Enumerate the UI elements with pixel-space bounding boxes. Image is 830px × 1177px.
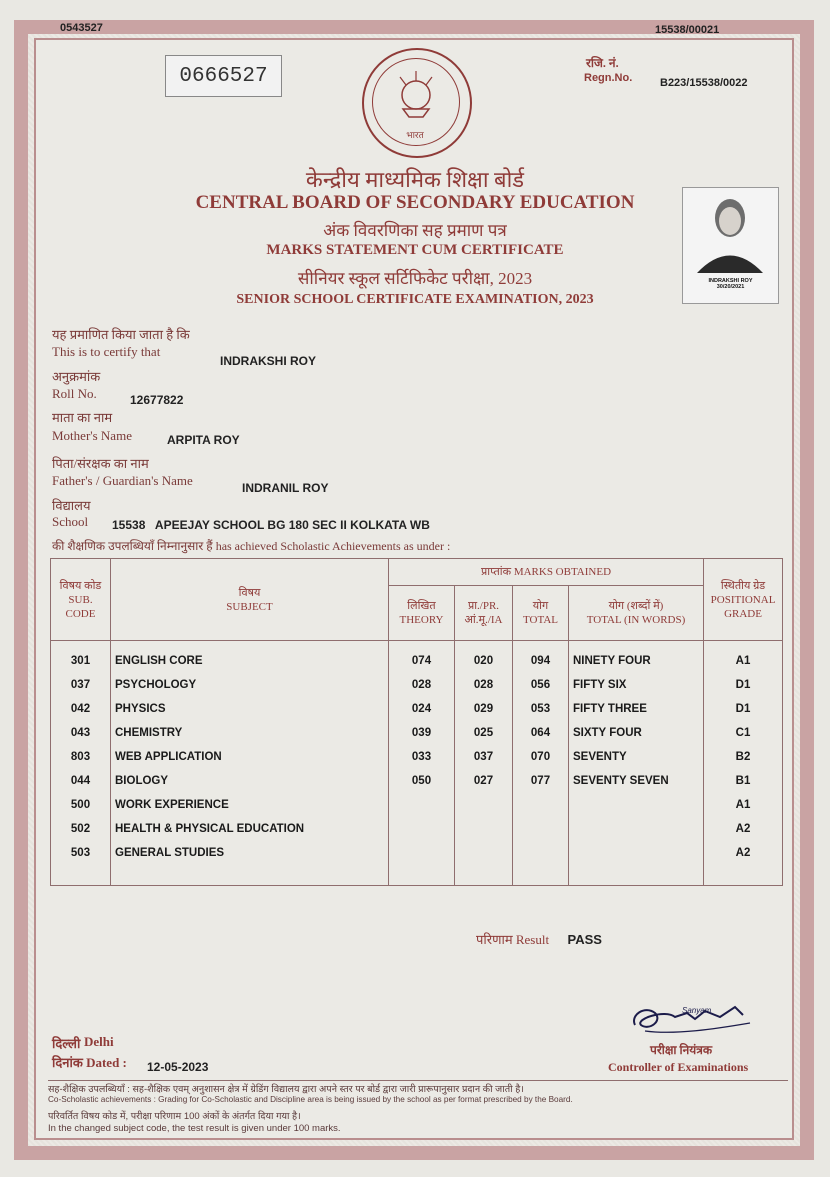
footer-divider bbox=[48, 1080, 788, 1081]
mother-label-hindi: माता का नाम bbox=[52, 410, 113, 425]
school-name: 15538 APEEJAY SCHOOL BG 180 SEC II KOLKATA WB bbox=[112, 518, 430, 532]
col-total-header-en: TOTAL bbox=[523, 614, 558, 626]
regn-label-hindi: रजि. नं. bbox=[586, 56, 619, 70]
marks-table bbox=[50, 558, 783, 886]
cell-code: 500 bbox=[51, 793, 111, 817]
cell-total bbox=[513, 817, 569, 841]
col-pr-header-top: प्रा./PR. bbox=[467, 600, 500, 612]
cell-theory: 028 bbox=[389, 673, 455, 697]
certify-label: This is to certify that bbox=[52, 344, 161, 359]
student-photo bbox=[682, 187, 779, 304]
cell-grade: B1 bbox=[704, 769, 783, 793]
board-name-hindi: केन्द्रीय माध्यमिक शिक्षा बोर्ड bbox=[305, 167, 525, 192]
col-words-header-hindi: योग (शब्दों में) bbox=[608, 600, 664, 612]
cell-words bbox=[569, 841, 704, 865]
cell-code: 037 bbox=[51, 673, 111, 697]
father-name: INDRANIL ROY bbox=[242, 481, 329, 495]
photo-name: INDRAKSHI ROY bbox=[708, 278, 753, 284]
cell-code: 502 bbox=[51, 817, 111, 841]
cell-pr: 028 bbox=[455, 673, 513, 697]
col-grade-header-en: POSITIONAL GRADE bbox=[710, 593, 776, 620]
cell-words: SEVENTY bbox=[569, 745, 704, 769]
cell-words: SIXTY FOUR bbox=[569, 721, 704, 745]
cell-subject: CHEMISTRY bbox=[111, 721, 389, 745]
father-label: Father's / Guardian's Name bbox=[52, 473, 193, 488]
result-line bbox=[476, 930, 602, 949]
regn-number: B223/15538/0022 bbox=[660, 77, 748, 89]
table-header-row-1 bbox=[51, 559, 783, 586]
top-left-number: 0543527 bbox=[60, 22, 103, 34]
result-value: PASS bbox=[567, 932, 602, 947]
mother-name: ARPITA ROY bbox=[167, 433, 240, 447]
controller-hindi: परीक्षा नियंत्रक bbox=[650, 1043, 713, 1057]
cell-grade: C1 bbox=[704, 721, 783, 745]
cell-pr bbox=[455, 793, 513, 817]
board-name: CENTRAL BOARD OF SECONDARY EDUCATION bbox=[195, 192, 635, 213]
certificate-number-box: 0666527 bbox=[165, 55, 282, 97]
certify-label-hindi: यह प्रमाणित किया जाता है कि bbox=[52, 327, 190, 342]
document-title: MARKS STATEMENT CUM CERTIFICATE bbox=[266, 242, 564, 258]
col-total-header bbox=[513, 586, 569, 641]
col-words-header-en: TOTAL (IN WORDS) bbox=[586, 614, 686, 626]
cell-grade: D1 bbox=[704, 673, 783, 697]
achievements-label: has achieved Scholastic Achievements as under : bbox=[215, 539, 451, 553]
place: Delhi bbox=[84, 1034, 114, 1049]
col-total-header-hindi: योग bbox=[532, 600, 549, 612]
col-theory-header bbox=[389, 586, 455, 641]
col-code-header-en: SUB. CODE bbox=[65, 593, 96, 620]
roll-number: 12677822 bbox=[130, 393, 184, 407]
col-code-header bbox=[51, 559, 111, 641]
footnote-2: Co-Scholastic achievements : Grading for Co-Scholastic and Discipline area is being issued by the school as per format prescribed by the Board. bbox=[48, 1095, 573, 1104]
cell-subject: PSYCHOLOGY bbox=[111, 673, 389, 697]
cell-words bbox=[569, 817, 704, 841]
document-title-hindi: अंक विवरणिका सह प्रमाण पत्र bbox=[323, 221, 507, 240]
cell-total: 053 bbox=[513, 697, 569, 721]
cell-theory: 050 bbox=[389, 769, 455, 793]
table-row bbox=[51, 641, 783, 674]
signature-text: Sanyam bbox=[682, 1006, 712, 1015]
controller-title: Controller of Examinations bbox=[608, 1060, 749, 1074]
col-subject-header-hindi: विषय bbox=[238, 586, 261, 599]
cell-subject: ENGLISH CORE bbox=[111, 641, 389, 674]
roll-label: Roll No. bbox=[52, 386, 97, 401]
table-row bbox=[51, 793, 783, 817]
cell-theory: 039 bbox=[389, 721, 455, 745]
cell-theory: 033 bbox=[389, 745, 455, 769]
cell-grade: A1 bbox=[704, 641, 783, 674]
table-row bbox=[51, 817, 783, 841]
cell-code: 301 bbox=[51, 641, 111, 674]
school-label-hindi: विद्यालय bbox=[52, 498, 91, 513]
cell-code: 503 bbox=[51, 841, 111, 865]
cell-subject: WORK EXPERIENCE bbox=[111, 793, 389, 817]
cell-total: 064 bbox=[513, 721, 569, 745]
cell-grade: A1 bbox=[704, 793, 783, 817]
top-right-number: 15538/00021 bbox=[655, 24, 720, 36]
cell-grade: A2 bbox=[704, 817, 783, 841]
col-subject-header bbox=[111, 559, 389, 641]
empty-cell bbox=[389, 865, 455, 886]
col-theory-header-hindi: लिखित bbox=[407, 600, 436, 612]
cell-subject: HEALTH & PHYSICAL EDUCATION bbox=[111, 817, 389, 841]
cell-words: NINETY FOUR bbox=[569, 641, 704, 674]
student-portrait-icon bbox=[683, 188, 778, 273]
place-hindi: दिल्ली bbox=[52, 1036, 81, 1051]
photo-date: 30/20/2021 bbox=[716, 284, 745, 290]
cell-theory bbox=[389, 793, 455, 817]
empty-cell bbox=[513, 865, 569, 886]
cell-subject: WEB APPLICATION bbox=[111, 745, 389, 769]
marks-table-body bbox=[51, 641, 783, 886]
cell-pr: 037 bbox=[455, 745, 513, 769]
col-pr-header-bottom: आं.मू./IA bbox=[464, 614, 503, 626]
cell-pr bbox=[455, 841, 513, 865]
table-row bbox=[51, 841, 783, 865]
cell-total: 094 bbox=[513, 641, 569, 674]
cell-words: FIFTY SIX bbox=[569, 673, 704, 697]
cell-theory bbox=[389, 817, 455, 841]
cell-pr bbox=[455, 817, 513, 841]
issue-date: 12-05-2023 bbox=[147, 1060, 209, 1074]
col-words-header bbox=[569, 586, 704, 641]
exam-title-hindi: सीनियर स्कूल सर्टिफिकेट परीक्षा, 2023 bbox=[297, 269, 533, 288]
cell-theory: 074 bbox=[389, 641, 455, 674]
cell-pr: 020 bbox=[455, 641, 513, 674]
col-subject-header-en: SUBJECT bbox=[226, 600, 273, 613]
col-code-header-hindi: विषय कोड bbox=[59, 579, 102, 592]
cell-theory: 024 bbox=[389, 697, 455, 721]
achievements-label-hindi: की शैक्षणिक उपलब्धियाँ निम्नानुसार हैं bbox=[52, 539, 213, 553]
logo-caption: भारत bbox=[406, 130, 424, 140]
cell-total bbox=[513, 793, 569, 817]
cell-subject: GENERAL STUDIES bbox=[111, 841, 389, 865]
cell-code: 043 bbox=[51, 721, 111, 745]
empty-cell bbox=[455, 865, 513, 886]
footnote-3: परिवर्तित विषय कोड में, परीक्षा परिणाम 100 अंकों के अंतर्गत दिया गया है। bbox=[48, 1111, 301, 1122]
table-row bbox=[51, 673, 783, 697]
cell-words: SEVENTY SEVEN bbox=[569, 769, 704, 793]
cell-grade: B2 bbox=[704, 745, 783, 769]
cell-subject: PHYSICS bbox=[111, 697, 389, 721]
cell-grade: D1 bbox=[704, 697, 783, 721]
cell-code: 044 bbox=[51, 769, 111, 793]
signature-icon bbox=[625, 995, 760, 1040]
table-row bbox=[51, 769, 783, 793]
cell-theory bbox=[389, 841, 455, 865]
result-label: परिणाम Result bbox=[476, 932, 550, 947]
col-pr-header bbox=[455, 586, 513, 641]
cell-code: 042 bbox=[51, 697, 111, 721]
footnote-1: सह-शैक्षिक उपलब्धियाँ : सह-शैक्षिक एवम् अनुशासन क्षेत्र में ग्रेडिंग विद्यालय द्वारा अपने स्तर पर बोर्ड द्वारा जारी प्रारूपानुसार प्रदान की जाती है। bbox=[48, 1084, 524, 1095]
col-grade-header bbox=[704, 559, 783, 641]
cell-subject: BIOLOGY bbox=[111, 769, 389, 793]
table-row bbox=[51, 745, 783, 769]
cell-pr: 027 bbox=[455, 769, 513, 793]
marks-obtained-header: प्राप्तांक MARKS OBTAINED bbox=[389, 559, 704, 586]
cell-pr: 025 bbox=[455, 721, 513, 745]
cell-pr: 029 bbox=[455, 697, 513, 721]
dated-label: दिनांक Dated : bbox=[52, 1055, 127, 1070]
cell-grade: A2 bbox=[704, 841, 783, 865]
cell-total bbox=[513, 841, 569, 865]
exam-title: SENIOR SCHOOL CERTIFICATE EXAMINATION, 2023 bbox=[236, 292, 594, 307]
roll-label-hindi: अनुक्रमांक bbox=[52, 369, 101, 384]
school-label: School bbox=[52, 514, 89, 529]
footnote-4: In the changed subject code, the test result is given under 100 marks. bbox=[48, 1123, 341, 1134]
empty-cell bbox=[51, 865, 111, 886]
cell-total: 070 bbox=[513, 745, 569, 769]
father-label-hindi: पिता/संरक्षक का नाम bbox=[52, 456, 149, 471]
mother-label: Mother's Name bbox=[52, 428, 132, 443]
cell-code: 803 bbox=[51, 745, 111, 769]
regn-label: Regn.No. bbox=[584, 72, 633, 84]
table-row bbox=[51, 697, 783, 721]
empty-cell bbox=[111, 865, 389, 886]
student-name: INDRAKSHI ROY bbox=[220, 354, 317, 368]
cell-words bbox=[569, 793, 704, 817]
empty-cell bbox=[569, 865, 704, 886]
col-grade-header-hindi: स्थितीय ग्रेड bbox=[720, 579, 766, 592]
col-theory-header-en: THEORY bbox=[399, 614, 444, 626]
empty-cell bbox=[704, 865, 783, 886]
cell-total: 077 bbox=[513, 769, 569, 793]
achievements-line bbox=[52, 537, 450, 554]
table-filler-row bbox=[51, 865, 783, 886]
table-row bbox=[51, 721, 783, 745]
cell-total: 056 bbox=[513, 673, 569, 697]
cell-words: FIFTY THREE bbox=[569, 697, 704, 721]
